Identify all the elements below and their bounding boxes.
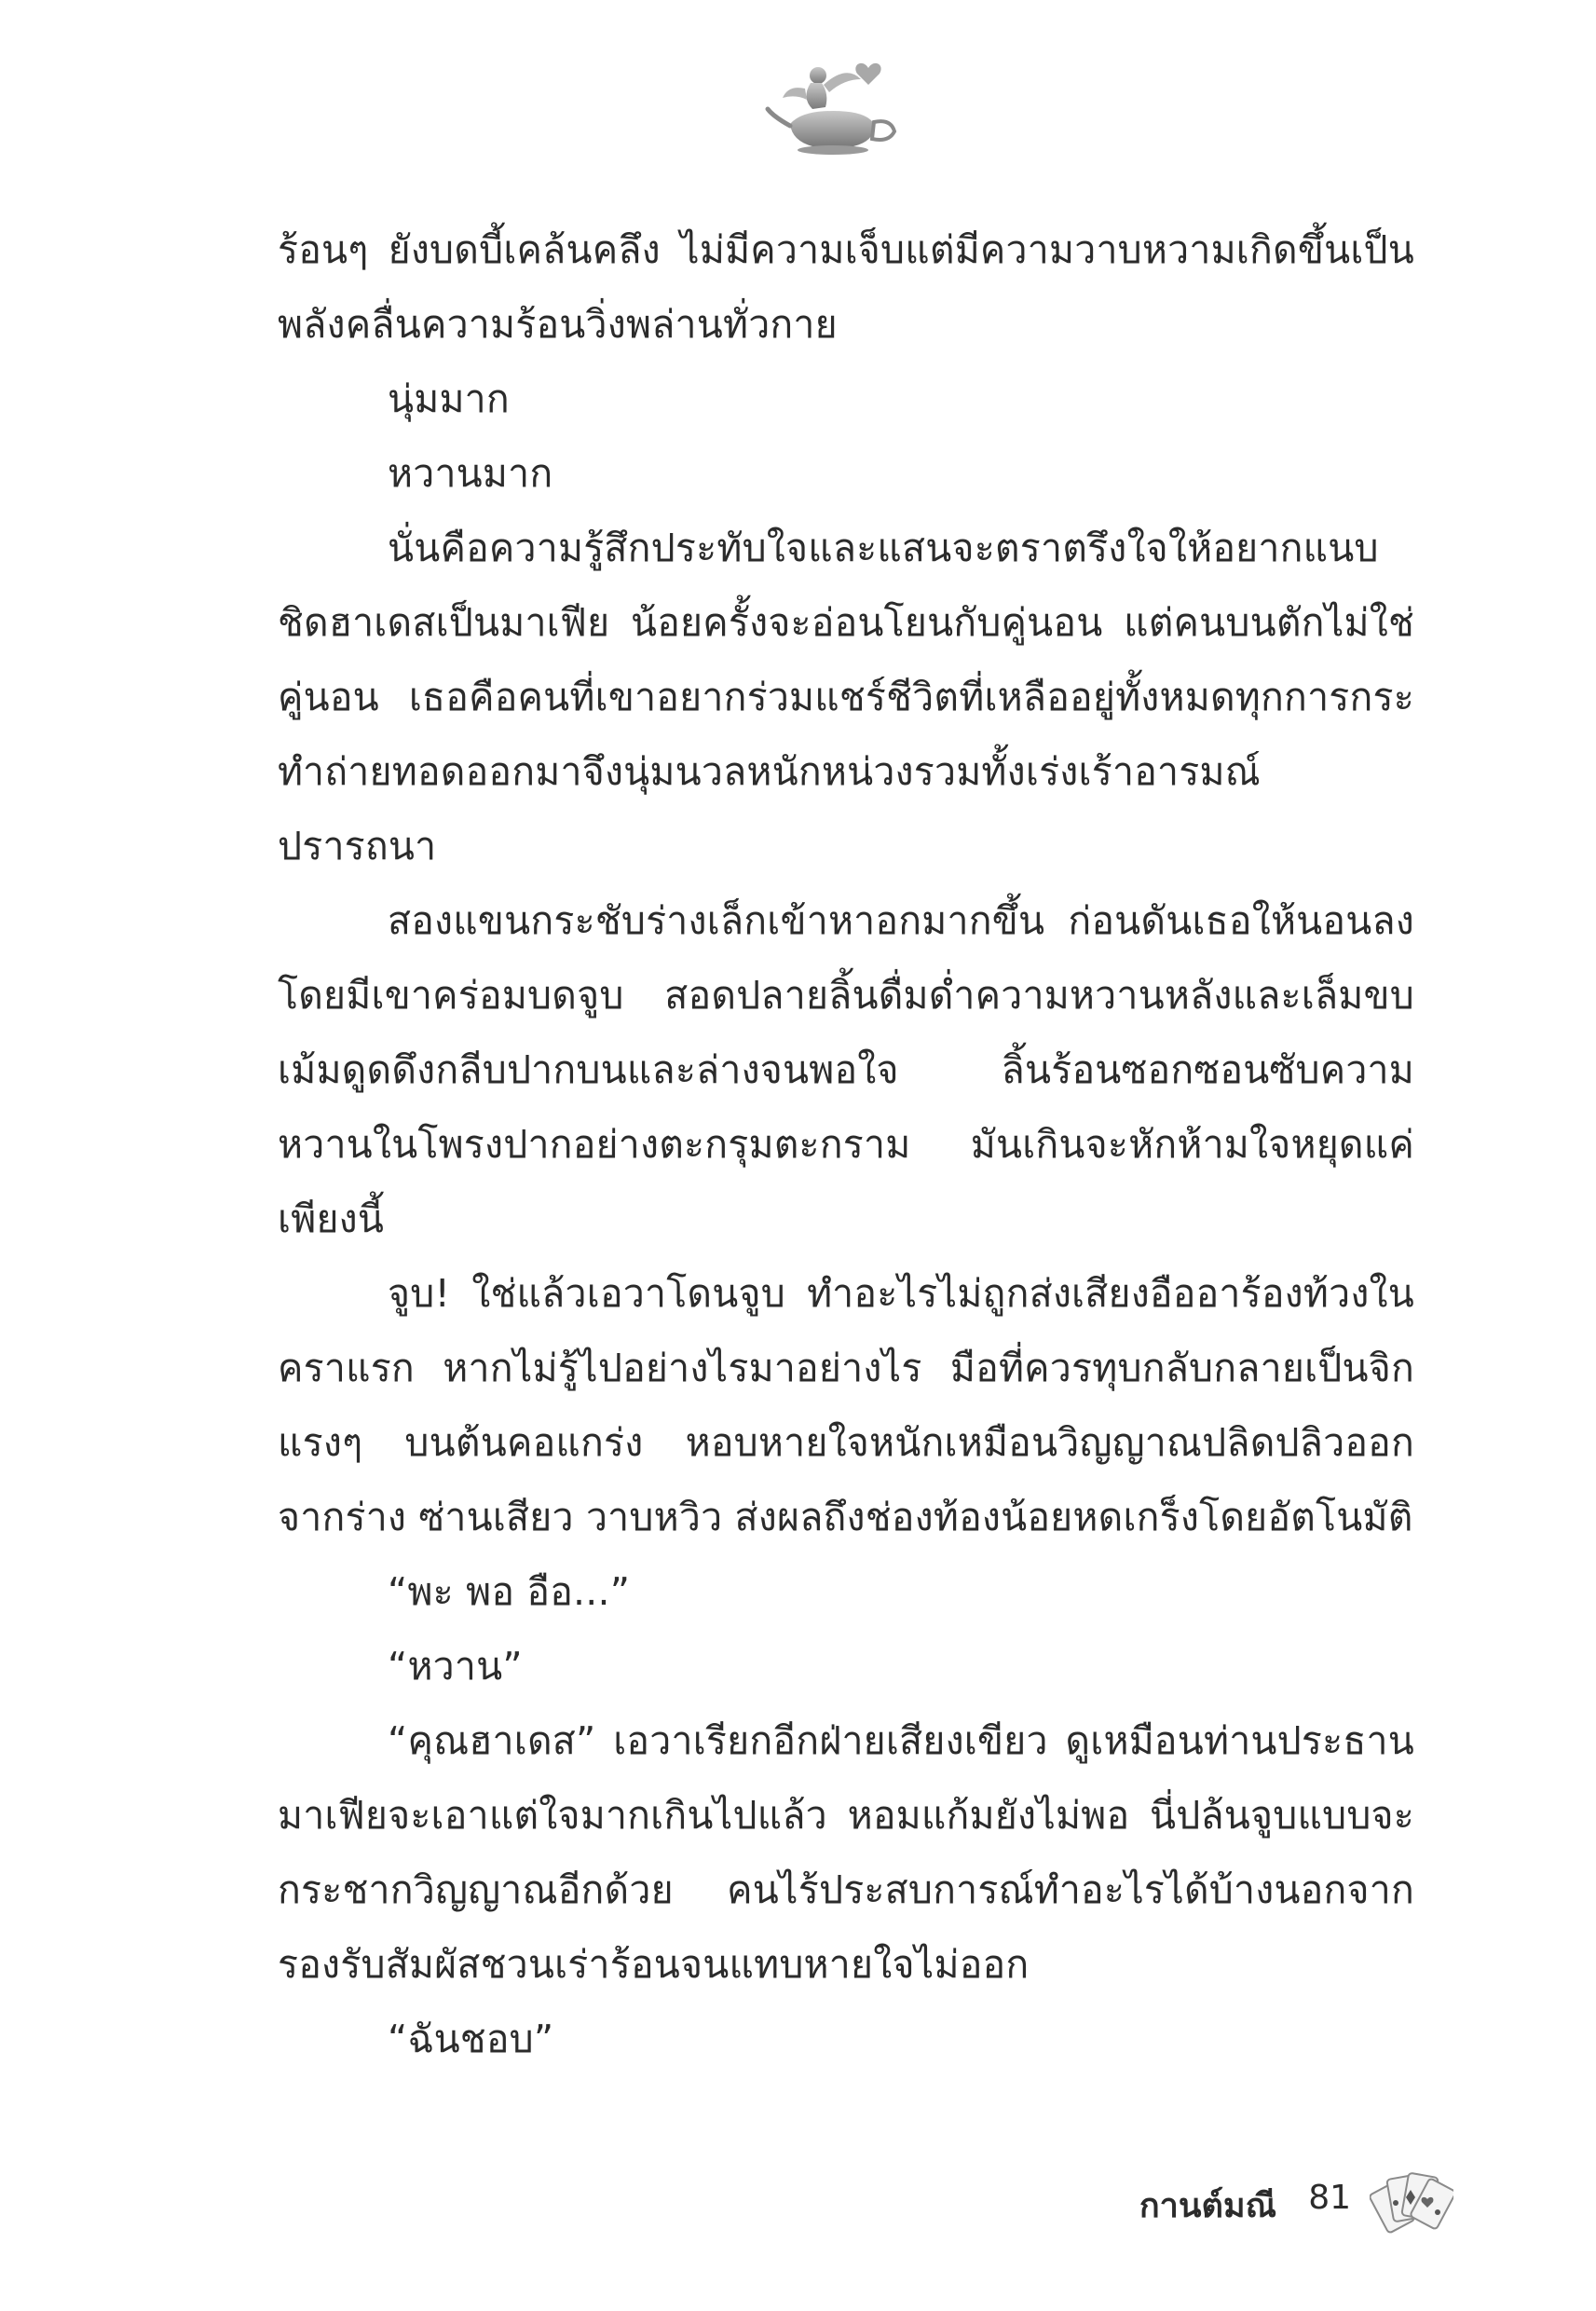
page-number: 81 xyxy=(1308,2179,1351,2217)
paragraph: ร้อนๆ ยังบดบี้เคล้นคลึง ไม่มีความเจ็บแต่มีความวาบหวามเกิดขึ้นเป็นพลังคลื่นความร้อนวิ่งพล่านทั่วกาย xyxy=(278,227,1414,347)
paragraph: สองแขนกระชับร่างเล็กเข้าหาอกมากขึ้น ก่อนดันเธอให้นอนลงโดยมีเขาคร่อมบดจูบ สอดปลายลิ้นดื่มด่ำความหวานหลังและเล็มขบเม้มดูดดึงกลีบปากบนและล่างจนพอใจ ลิ้นร้อนซอกซอนซับความหวานในโพรงปากอย่างตะกรุมตะกราม มันเกินจะหักห้ามใจหยุดแค่เพียงนี้ xyxy=(278,898,1414,1241)
paragraph: “ฉันชอบ” xyxy=(388,2017,554,2061)
playing-cards-icon xyxy=(1370,2162,1453,2246)
author-name: กานต์มณี xyxy=(1139,2187,1276,2225)
paragraph: “คุณฮาเดส” เอวาเรียกอีกฝ่ายเสียงเขียว ดูเหมือนท่านประธานมาเฟียจะเอาแต่ใจมากเกินไปแล้ว หอมแก้มยังไม่พอ นี่ปล้นจูบแบบจะกระชากวิญญาณอีกด้วย คนไร้ประสบการณ์ทำอะไรได้บ้างนอกจากรองรับสัมผัสชวนเร่าร้อนจนแทบหายใจไม่ออก xyxy=(278,1718,1414,1987)
teapot-cupid-ornament-icon xyxy=(764,51,904,163)
paragraph: “พะ พอ อือ...” xyxy=(388,1569,631,1614)
paragraph: นุ่มมาก xyxy=(388,376,510,421)
paragraph: “หวาน” xyxy=(388,1644,523,1689)
page-footer xyxy=(1025,2162,1453,2246)
paragraph: จูบ! ใช่แล้วเอวาโดนจูบ ทำอะไรไม่ถูกส่งเสียงอืออาร้องท้วงในคราแรก หากไม่รู้ไปอย่างไรมาอย่างไร มือที่ควรทุบกลับกลายเป็นจิกแรงๆ บนต้นคอแกร่ง หอบหายใจหนักเหมือนวิญญาณปลิดปลิวออกจากร่าง ซ่านเสียว วาบหวิว ส่งผลถึงช่องท้องน้อยหดเกร็งโดยอัตโนมัติ xyxy=(278,1271,1414,1539)
paragraph: หวานมาก xyxy=(388,451,553,496)
paragraph: นั่นคือความรู้สึกประทับใจและแสนจะตราตรึงใจให้อยากแนบชิดฮาเดสเป็นมาเฟีย น้อยครั้งจะอ่อนโยนกับคู่นอน แต่คนบนตักไม่ใช่คู่นอน เธอคือคนที่เขาอยากร่วมแชร์ชีวิตที่เหลืออยู่ทั้งหมดทุกการกระทำถ่ายทอดออกมาจึงนุ่มนวลหนักหน่วงรวมทั้งเร่งเร้าอารมณ์ปรารถนา xyxy=(278,526,1414,868)
chapter-body xyxy=(278,212,1414,2076)
